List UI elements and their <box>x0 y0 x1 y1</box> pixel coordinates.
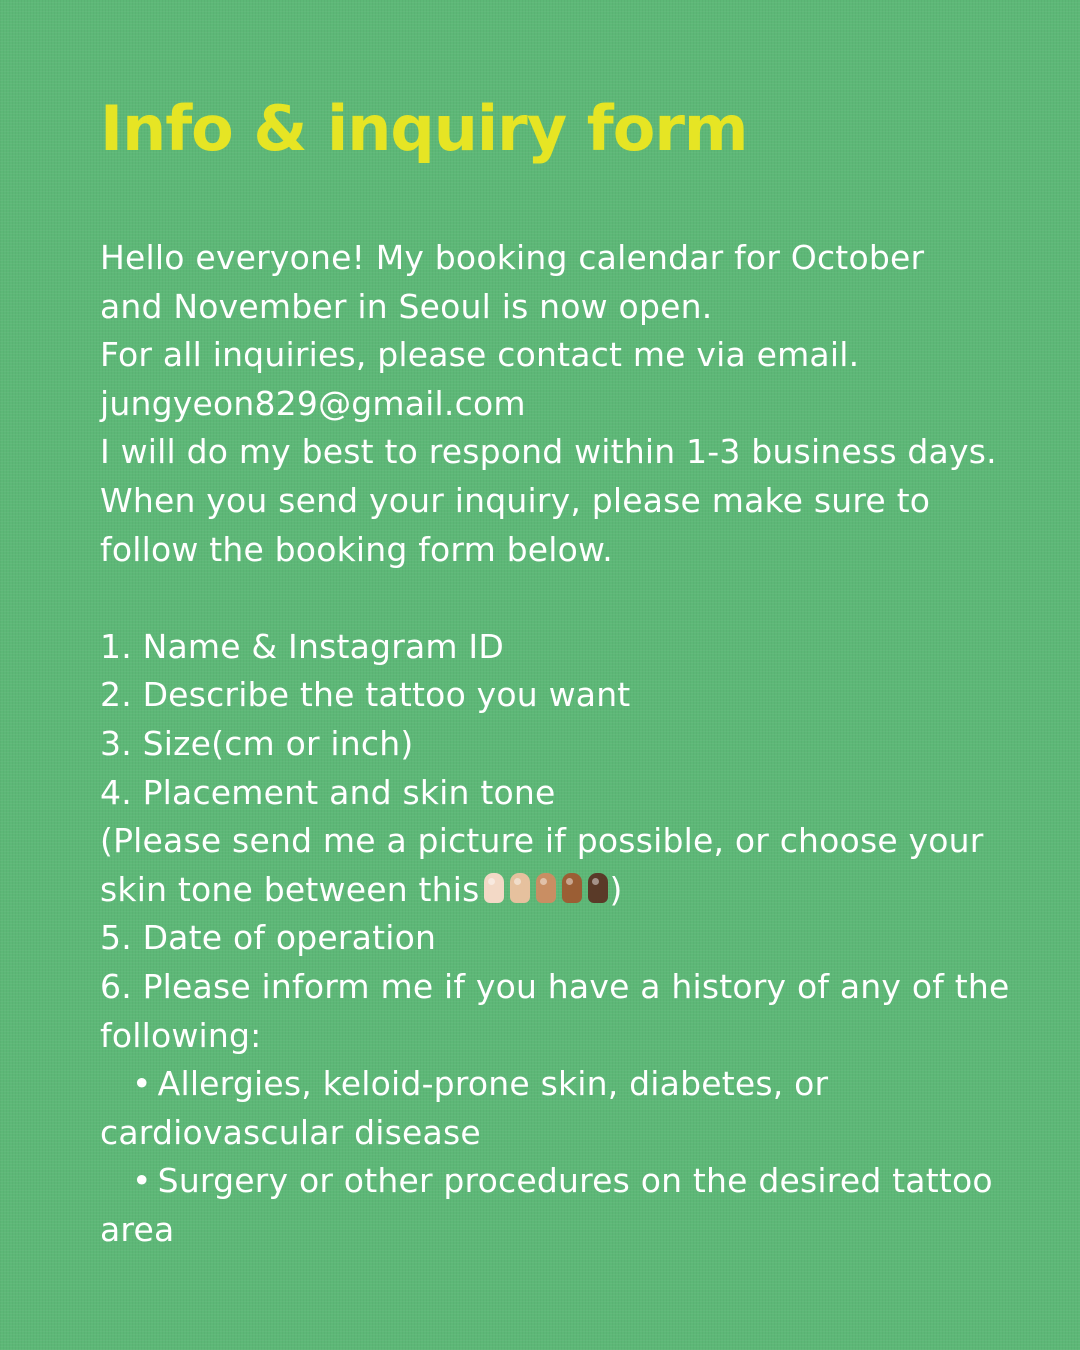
form-item-placement: 4. Placement and skin tone <box>100 772 556 812</box>
page-title: Info & inquiry form <box>100 92 748 165</box>
skin-tone-close-paren: ) <box>609 869 623 909</box>
bullet-text: Surgery or other procedures on the desired tattoo <box>157 1161 993 1201</box>
intro-line: follow the booking form below. <box>100 529 613 569</box>
form-item-placement-note: (Please send me a picture if possible, or choose your <box>100 821 984 861</box>
bullet-item <box>100 1157 1020 1206</box>
skin-tone-4-hand-icon <box>562 873 582 903</box>
intro-line: and November in Seoul is now open. <box>100 286 713 326</box>
bullet-dot: • <box>132 1161 152 1201</box>
bullet-item-cont: area <box>100 1209 175 1249</box>
form-item-history: 6. Please inform me if you have a history of any of the <box>100 966 1010 1006</box>
skin-tone-2-hand-icon <box>510 873 530 903</box>
skin-tone-1-hand-icon <box>484 873 504 903</box>
paragraph-spacer <box>100 574 1020 623</box>
form-item-name: 1. Name & Instagram ID <box>100 626 504 666</box>
form-item-history-cont: following: <box>100 1015 262 1055</box>
bullet-item <box>100 1060 1020 1109</box>
intro-line: When you send your inquiry, please make sure to <box>100 480 931 520</box>
body-text <box>100 234 1020 1254</box>
bullet-dot: • <box>132 1064 152 1104</box>
skin-tone-5-hand-icon <box>588 873 608 903</box>
bullet-text: Allergies, keloid-prone skin, diabetes, or <box>157 1064 829 1104</box>
form-item-size: 3. Size(cm or inch) <box>100 723 414 763</box>
skin-tone-3-hand-icon <box>536 873 556 903</box>
skin-tone-label: skin tone between this <box>100 869 480 909</box>
bullet-item-cont: cardiovascular disease <box>100 1112 481 1152</box>
intro-line: I will do my best to respond within 1-3 business days. <box>100 432 997 472</box>
form-item-date: 5. Date of operation <box>100 918 437 958</box>
skin-tone-line <box>100 866 1020 915</box>
intro-line: For all inquiries, please contact me via email. <box>100 335 860 375</box>
skin-tone-swatches <box>484 873 608 903</box>
email-address: jungyeon829@gmail.com <box>100 383 526 423</box>
intro-line: Hello everyone! My booking calendar for October <box>100 238 925 277</box>
form-item-description: 2. Describe the tattoo you want <box>100 675 631 715</box>
